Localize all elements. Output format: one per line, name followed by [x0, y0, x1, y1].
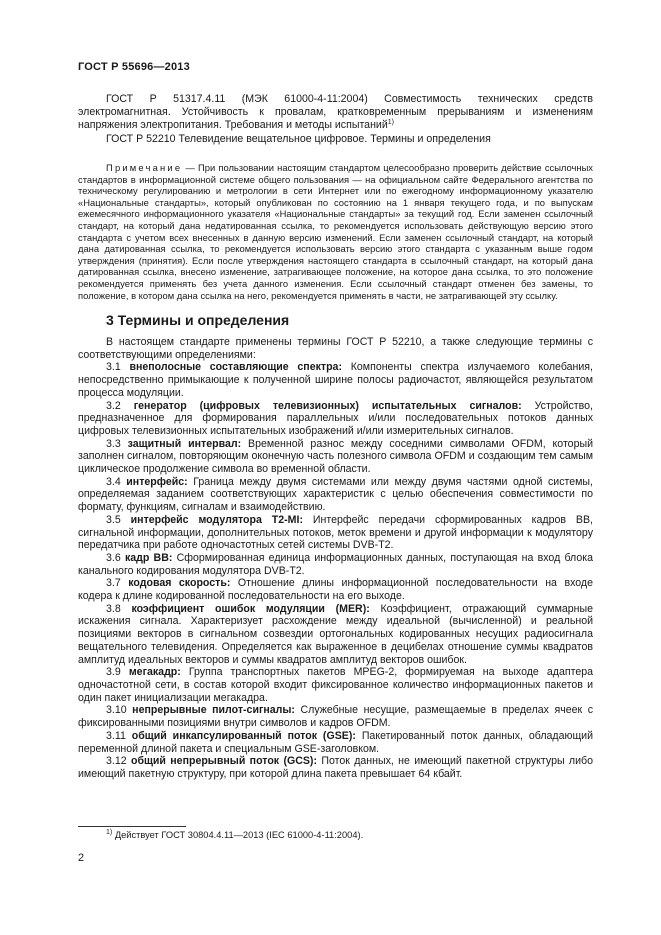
footnote-mark: 1): [387, 119, 394, 127]
term-name: генератор (цифровых телевизионных) испытательных сигналов:: [133, 399, 522, 412]
term-name: коэффициент ошибок модуляции (MER):: [131, 602, 370, 615]
document-header: ГОСТ Р 55696—2013: [78, 61, 190, 73]
term-entry: 3.5 интерфейс модулятора T2-MI: Интерфейс передачи сформированных кадров BB, сигнальной информации, дополнительных потоков, меток времени и другой информации к модулятору передатчика при работе одночастотных сетей системы DVB-T2.: [78, 513, 594, 552]
term-name: кодовая скорость:: [128, 577, 231, 590]
note-label: Примечание: [106, 162, 183, 173]
terms-list: [78, 336, 593, 781]
term-name: интерфейс модулятора T2-MI:: [130, 513, 303, 526]
note-paragraph: Примечание — При пользовании настоящим стандартом целесообразно проверить действие ссылочных стандартов в информационной системе общего пользования — на официальном сайте Федерального агентства по техническому регулированию и метрологии в сети Интернет или по ежегодному информационному указателю «Национальные стандарты», который опубликован по состоянию на 1 января текущего года, и по выпускам ежемесячного информационного указателя «Национальные стандарты» за текущий год. Если заменен ссылочный стандарт, на который дана недатированная ссылка, то рекомендуется использовать действующую версию этого стандарта с учетом всех внесенных в данную версию изменений. Если заменен ссылочный стандарт, на который дана датированная ссылка, то рекомендуется использовать версию этого стандарта с указанным выше годом утверждения (принятия). Если после утверждения настоящего стандарта в ссылочный стандарт, на который дана датированная ссылка, внесено изменение, затрагивающее положение, на которое дана ссылка, то это положение рекомендуется применять без учета данного изменения. Если ссылочный стандарт отменен без замены, то положение, в котором дана ссылка на него, рекомендуется применять в части, не затрагивающей эту ссылку.: [78, 162, 593, 301]
term-entry: 3.2 генератор (цифровых телевизионных) испытательных сигналов: Устройство, предназначенное для формирования параллельных и/или последовательных потоков данных цифровых телевизионных испытательных изображений и/или измерительных сигналов.: [78, 399, 594, 437]
term-name: защитный интервал:: [127, 437, 242, 450]
section-3: [78, 311, 593, 329]
section-title: 3 Термины и определения: [106, 312, 290, 328]
footnote: $^{1)}$ Действует ГОСТ 30804.4.11—2013 (IEC 61000-4-11:2004).: [106, 829, 364, 840]
term-name: кадр BB:: [124, 551, 173, 564]
footnote-divider: [78, 826, 186, 827]
term-name: мегакадр:: [128, 666, 181, 679]
note-block: [78, 162, 593, 301]
term-name: непрерывные пилот-сигналы:: [132, 704, 295, 717]
term-name: интерфейс:: [126, 475, 188, 488]
normative-references: [78, 93, 593, 146]
term-entry: 3.8 коэффициент ошибок модуляции (MER): Коэффициент, отражающий суммарные искажения сигнала. Характеризует расхождение между идеальной (вычисленной) и реальной позициями векторов в сигнальном созвездии ортогональных кодированных несущих радиосигнала вещательного телевидения. Определяется как выраженное в децибелах отношение суммы квадратов амплитуд идеальных векторов и суммы квадратов амплитуд векторов ошибок.: [78, 602, 593, 666]
term-name: общий инкапсулированный поток (GSE):: [131, 729, 356, 742]
term-entry: 3.1 внеполосные составляющие спектра: Компоненты спектра излучаемого колебания, непосредственно примыкающие к полученной ширине полосы радиочастот, являющейся результатом процесса модуляции.: [78, 361, 593, 399]
term-entry: 3.7 кодовая скорость: Отношение длины информационной последовательности на входе кодера к длине кодированной последовательности на его выходе.: [78, 577, 594, 603]
footnote-mark: 1): [106, 829, 113, 836]
term-entry: 3.10 непрерывные пилот-сигналы: Служебные несущие, размещаемые в пределах ячеек с фиксированными позициями внутри символов и кадров OFDM.: [78, 704, 594, 730]
reference-item: ГОСТ Р 51317.4.11 (МЭК 61000-4-11:2004) Совместимость технических средств электромагнитная. Устойчивость к провалам, кратковременным прерываниям и изменениям напряжения электропитания. Требования и методы испытаний$^{1)}$: [78, 93, 593, 132]
section-intro: В настоящем стандарте применены термины ГОСТ Р 52210, а также следующие термины с соответствующими определениями:: [78, 336, 593, 361]
term-entry: 3.12 общий непрерывный поток (GCS): Поток данных, не имеющий пакетной структуры либо имеющий пакетную структуру, при которой длина пакета превышает 64 кбайт.: [78, 755, 593, 780]
term-name: общий непрерывный поток (GCS):: [130, 755, 317, 768]
term-entry: 3.9 мегакадр: Группа транспортных пакетов MPEG-2, формируемая на выходе адаптера одночастотной сети, в состав которой входит фиксированное количество информационных пакетов и один пакет инициализации мегакадра.: [78, 666, 594, 704]
term-name: внеполосные составляющие спектра:: [129, 361, 342, 374]
term-entry: 3.4 интерфейс: Граница между двумя системами или между двумя частями одной системы, определяемая заданием соответствующих характеристик с целью обеспечения совместимости по формату, функциям, сигналам и взаимодействию.: [78, 475, 593, 514]
term-entry: 3.3 защитный интервал: Временной разнос между соседними символами OFDM, который заполнен сигналом, повторяющим оконечную часть полезного символа OFDM и создающим тем самым циклическое продолжение символа во временной области.: [78, 437, 593, 476]
term-entry: 3.11 общий инкапсулированный поток (GSE): Пакетированный поток данных, обладающий переменной длиной пакета и специальным GSE-заголовком.: [78, 729, 593, 755]
page-number: 2: [78, 852, 85, 864]
term-entry: 3.6 кадр BB: Сформированная единица информационных данных, поступающая на вход блока канального кодирования модулятора DVB-T2.: [78, 551, 594, 577]
reference-item: ГОСТ Р 52210 Телевидение вещательное цифровое. Термины и определения: [106, 132, 491, 145]
